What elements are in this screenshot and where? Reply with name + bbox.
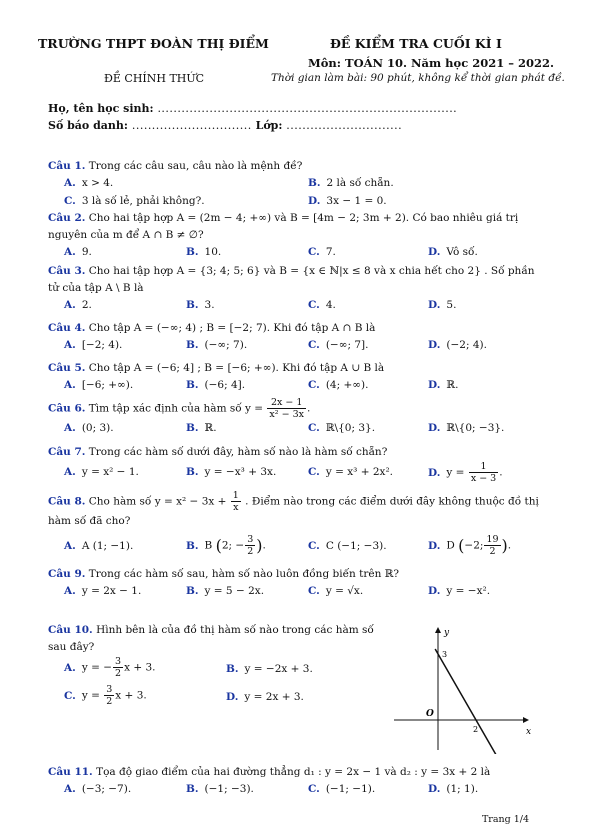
y-intercept-label: 3: [442, 650, 448, 659]
question-11: [48, 764, 548, 799]
option-c[interactable]: C. (−1; −1).: [308, 783, 376, 795]
question-text: Tìm tập xác định của hàm số y =: [88, 402, 264, 415]
question-1: [48, 158, 548, 211]
question-text: Trong các hàm số sau, hàm số nào luôn đồng biến trên ℝ?: [88, 568, 400, 580]
question-2: [48, 210, 548, 262]
option-a[interactable]: A. y = − $\frac{3}{2}$ x + 3.: [64, 656, 156, 679]
option-c[interactable]: C. 7.: [308, 246, 336, 258]
school-name: TRƯỜNG THPT ĐOÀN THỊ ĐIỂM: [38, 36, 269, 51]
option-a[interactable]: A. x > 4.: [64, 177, 114, 189]
student-id-dots: ..............................: [131, 119, 252, 132]
option-b[interactable]: B. B (2; − $\frac{3}{2}$ ).: [186, 534, 266, 557]
option-a[interactable]: A. A (1; −1).: [64, 540, 134, 552]
option-c[interactable]: C. y = $\frac{3}{2}$ x + 3.: [64, 684, 147, 707]
option-b[interactable]: B. 2 là số chẵn.: [308, 177, 394, 189]
fraction: $\frac{3}{2}$: [247, 534, 254, 557]
option-d[interactable]: D. ℝ.: [428, 379, 459, 391]
option-a[interactable]: A. [−6; +∞).: [64, 379, 134, 391]
question-9: [48, 566, 548, 601]
fraction: $\frac{3}{2}$: [115, 656, 122, 679]
option-c[interactable]: C. (4; +∞).: [308, 379, 369, 391]
option-b[interactable]: B. (−6; 4].: [186, 379, 246, 391]
option-d[interactable]: D. 5.: [428, 299, 457, 311]
question-text: Cho hai tập hợp A = (2m − 4; +∞) và B = [4m − 2; 3m + 2). Có bao nhiêu giá trị nguyên của m để A ∩ B ≠ ∅?: [48, 212, 519, 241]
origin-label: O: [426, 709, 434, 719]
student-id-field: [48, 119, 402, 132]
x-intercept-label: 2: [473, 725, 479, 734]
option-c[interactable]: C. y = x³ + 2x².: [308, 466, 393, 478]
option-a[interactable]: A. 9.: [64, 246, 92, 258]
question-text: Cho tập A = (−∞; 4) ; B = [−2; 7). Khi đó tập A ∩ B là: [88, 322, 376, 334]
question-label: Câu 5.: [48, 362, 86, 374]
exam-duration: Thời gian làm bài: 90 phút, không kể thời gian phát đề.: [271, 72, 565, 84]
y-axis-label: y: [444, 628, 450, 638]
option-a[interactable]: A. y = 2x − 1.: [64, 585, 142, 597]
option-d[interactable]: D. (−2; 4).: [428, 339, 487, 351]
question-7: [48, 444, 548, 483]
fraction: $\frac{19}{2}$: [486, 534, 499, 557]
question-label: Câu 4.: [48, 322, 86, 334]
question-text: Cho hai tập hợp A = {3; 4; 5; 6} và B = {x ∈ ℕ|x ≤ 8 và x chia hết cho 2} . Số phần tử của tập A \ B là: [48, 265, 535, 294]
question-text: Cho tập A = (−6; 4] ; B = [−6; +∞). Khi đó tập A ∪ B là: [88, 362, 385, 374]
subject-line: Môn: TOÁN 10. Năm học 2021 – 2022.: [308, 56, 554, 70]
question-text: Trong các hàm số dưới đây, hàm số nào là hàm số chẵn?: [88, 446, 388, 458]
class-dots: .............................: [286, 119, 403, 132]
function-graph: [388, 622, 538, 754]
option-d[interactable]: D. 3x − 1 = 0.: [308, 195, 387, 207]
question-label: Câu 9.: [48, 568, 86, 580]
question-label: Câu 2.: [48, 212, 86, 224]
student-id-label: Số báo danh:: [48, 119, 128, 132]
option-b[interactable]: B. 10.: [186, 246, 222, 258]
function-line: [435, 649, 502, 754]
question-3: [48, 263, 548, 315]
student-name-dots: ...........................................................................: [157, 102, 458, 115]
option-a[interactable]: A. (0; 3).: [64, 422, 114, 434]
question-label: Câu 7.: [48, 446, 86, 458]
option-d[interactable]: D. y = $\frac{1}{x - 3}$ .: [428, 461, 503, 484]
option-b[interactable]: B. 3.: [186, 299, 215, 311]
question-label: Câu 6.: [48, 402, 86, 415]
option-a[interactable]: A. (−3; −7).: [64, 783, 132, 795]
student-name-field: [48, 102, 457, 115]
student-name-label: Họ, tên học sinh:: [48, 102, 154, 115]
option-b[interactable]: B. y = 5 − 2x.: [186, 585, 265, 597]
option-c[interactable]: C. C (−1; −3).: [308, 540, 387, 552]
exam-title: ĐỀ KIỂM TRA CUỐI KÌ I: [330, 36, 502, 51]
option-d[interactable]: D. Vô số.: [428, 246, 478, 258]
fraction: $\frac{1}{x}$: [232, 490, 239, 513]
question-10: [48, 622, 383, 712]
question-label: Câu 11.: [48, 766, 93, 778]
question-6: Câu 6. Tìm tập xác định của hàm số y = $\frac{2x - 1}{\text{x² − 3x}}$ . A. (0; 3). B. ℝ. C. ℝ\{0; 3}. D. ℝ\{0; −3}.: [48, 397, 548, 438]
question-label: Câu 8.: [48, 495, 86, 508]
question-label: Câu 1.: [48, 160, 86, 172]
option-d[interactable]: D. ℝ\{0; −3}.: [428, 422, 505, 434]
option-d[interactable]: D. D (−2; $\frac{19}{2}$ ).: [428, 534, 512, 557]
question-label: Câu 3.: [48, 265, 86, 277]
question-text: Tọa độ giao điểm của hai đường thẳng d₁ : y = 2x − 1 và d₂ : y = 3x + 2 là: [96, 766, 491, 778]
class-label: Lớp:: [255, 119, 283, 132]
option-a[interactable]: A. [−2; 4).: [64, 339, 123, 351]
option-b[interactable]: B. ℝ.: [186, 422, 217, 434]
option-b[interactable]: B. (−∞; 7).: [186, 339, 248, 351]
page-number: Trang 1/4: [481, 814, 529, 825]
fraction: $\frac{3}{2}$: [106, 684, 113, 707]
option-b[interactable]: B. (−1; −3).: [186, 783, 254, 795]
fraction: $\frac{2x - 1}{\text{x² − 3x}}$: [269, 397, 304, 420]
option-a[interactable]: A. 2.: [64, 299, 92, 311]
question-label: Câu 10.: [48, 624, 93, 636]
question-8: Câu 8. Cho hàm số y = x² − 3x + $\frac{1}{x}$ . Điểm nào trong các điểm dưới đây không thuộc đồ thị hàm số đã cho? A. A (1; −1). B. B (2; − $\frac{3}{2}$ ). C. C (−1; −3). D. D (−2; $\frac{19}{2}$ ).: [48, 490, 539, 557]
option-b[interactable]: B. y = −2x + 3.: [226, 663, 313, 675]
option-c[interactable]: C. ℝ\{0; 3}.: [308, 422, 376, 434]
fraction: $\frac{1}{x - 3}$: [470, 461, 497, 484]
question-text: Hình bên là của đồ thị hàm số nào trong các hàm số sau đây?: [48, 624, 374, 653]
option-d[interactable]: D. y = 2x + 3.: [226, 691, 304, 703]
option-d[interactable]: D. (1; 1).: [428, 783, 479, 795]
option-c[interactable]: C. y = √x.: [308, 585, 364, 597]
option-b[interactable]: B. y = −x³ + 3x.: [186, 466, 277, 478]
question-5: [48, 360, 548, 395]
option-c[interactable]: C. (−∞; 7].: [308, 339, 369, 351]
option-c[interactable]: C. 3 là số lẻ, phải không?.: [64, 195, 205, 207]
question-4: [48, 320, 548, 355]
option-d[interactable]: D. y = −x².: [428, 585, 491, 597]
question-text: Trong các câu sau, câu nào là mệnh đề?: [88, 160, 303, 172]
x-axis-label: x: [526, 727, 532, 737]
official-label: ĐỀ CHÍNH THỨC: [104, 72, 205, 85]
option-c[interactable]: C. 4.: [308, 299, 336, 311]
option-a[interactable]: A. y = x² − 1.: [64, 466, 139, 478]
